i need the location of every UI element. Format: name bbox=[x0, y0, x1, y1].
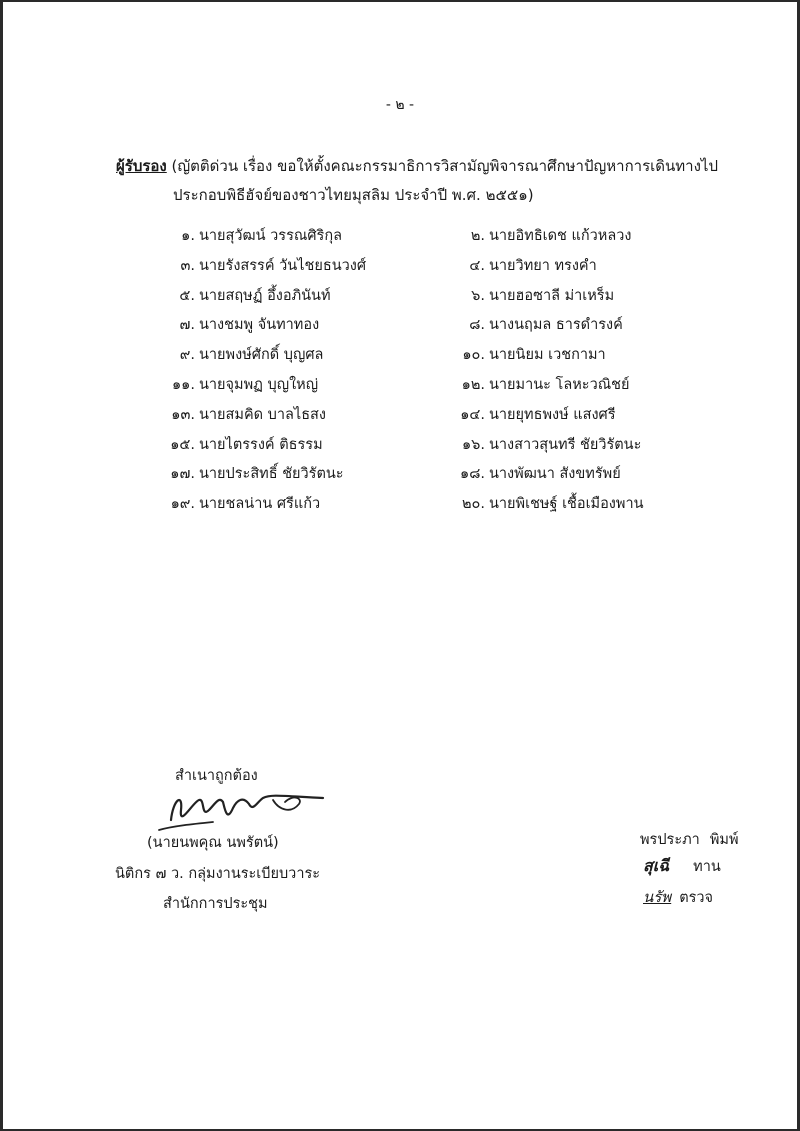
member-item: ๗. นางชมพู จันทาทอง bbox=[179, 317, 320, 334]
heading-continuation: ประกอบพิธีฮัจย์ของชาวไทยมุสลิม ประจำปี พ.ศ. ๒๕๕๑) bbox=[173, 186, 534, 204]
proofreader-initial: สุเฉี bbox=[643, 856, 670, 875]
member-item: ๑๕. นายไตรรงค์ ติธรรม bbox=[170, 436, 323, 453]
member-item: ๑๖. นางสาวสุนทรี ชัยวิรัตนะ bbox=[461, 436, 642, 453]
member-item: ๓. นายรังสรรค์ วันไชยธนวงศ์ bbox=[180, 257, 367, 274]
typist-name: พรประภา bbox=[640, 832, 700, 848]
member-item: ๕. นายสฤษฏ์ อึ้งอภินันท์ bbox=[179, 287, 331, 304]
member-item: ๑๙. นายชลน่าน ศรีแก้ว bbox=[170, 496, 321, 513]
member-item: ๑๒. นายมานะ โลหะวณิชย์ bbox=[461, 376, 630, 393]
member-item: ๑๑. นายจุมพฏ บุญใหญ่ bbox=[171, 376, 319, 393]
typist-role: พิมพ์ bbox=[709, 832, 739, 848]
typist-line bbox=[640, 828, 739, 851]
proofreader-role: ทาน bbox=[693, 859, 721, 875]
member-item: ๑๐. นายนิยม เวชกามา bbox=[462, 347, 606, 364]
certifier-office: สำนักการประชุม bbox=[163, 896, 268, 912]
heading-text: (ญัตติด่วน เรื่อง ขอให้ตั้งคณะกรรมาธิการวิสามัญพิจารณาศึกษาปัญหาการเดินทางไป bbox=[166, 157, 718, 175]
heading-label: ผู้รับรอง bbox=[116, 157, 167, 175]
member-item: ๑๓. นายสมคิด บาลไธสง bbox=[171, 406, 326, 423]
document-page bbox=[3, 2, 797, 1129]
heading bbox=[116, 154, 718, 178]
proofreader-line bbox=[643, 854, 721, 879]
member-item: ๑๔. นายยุทธพงษ์ แสงศรี bbox=[460, 406, 616, 423]
checker-role: ตรวจ bbox=[679, 890, 714, 906]
member-item: ๒. นายอิทธิเดช แก้วหลวง bbox=[470, 228, 632, 244]
page-number: - ๒ - bbox=[385, 97, 415, 113]
checker-initial: นรัพ bbox=[643, 888, 672, 906]
certifier-name: (นายนพคุณ นพรัตน์) bbox=[147, 835, 279, 851]
certifier-position: นิติกร ๗ ว. กลุ่มงานระเบียบวาระ bbox=[115, 866, 321, 882]
member-item: ๙. นายพงษ์ศักดิ์ บุญศล bbox=[179, 347, 324, 364]
member-item: ๘. นางนฤมล ธารดำรงค์ bbox=[469, 317, 623, 334]
certification-title: สำเนาถูกต้อง bbox=[175, 768, 258, 784]
member-item: ๑๗. นายประสิทธิ์ ชัยวิรัตนะ bbox=[170, 466, 344, 483]
checker-line bbox=[643, 885, 713, 909]
members-left-column bbox=[163, 222, 366, 520]
member-item: ๔. นายวิทยา ทรงคำ bbox=[469, 257, 597, 274]
members-right-column bbox=[453, 222, 644, 520]
member-item: ๑๘. นางพัฒนา สังขทรัพย์ bbox=[460, 466, 621, 483]
member-item: ๖. นายฮอซาลี ม่าเหร็ม bbox=[471, 287, 615, 304]
member-item: ๑. นายสุวัฒน์ วรรณศิริกุล bbox=[181, 228, 342, 244]
member-item: ๒๐. นายพิเชษฐ์ เชื้อเมืองพาน bbox=[461, 496, 644, 513]
